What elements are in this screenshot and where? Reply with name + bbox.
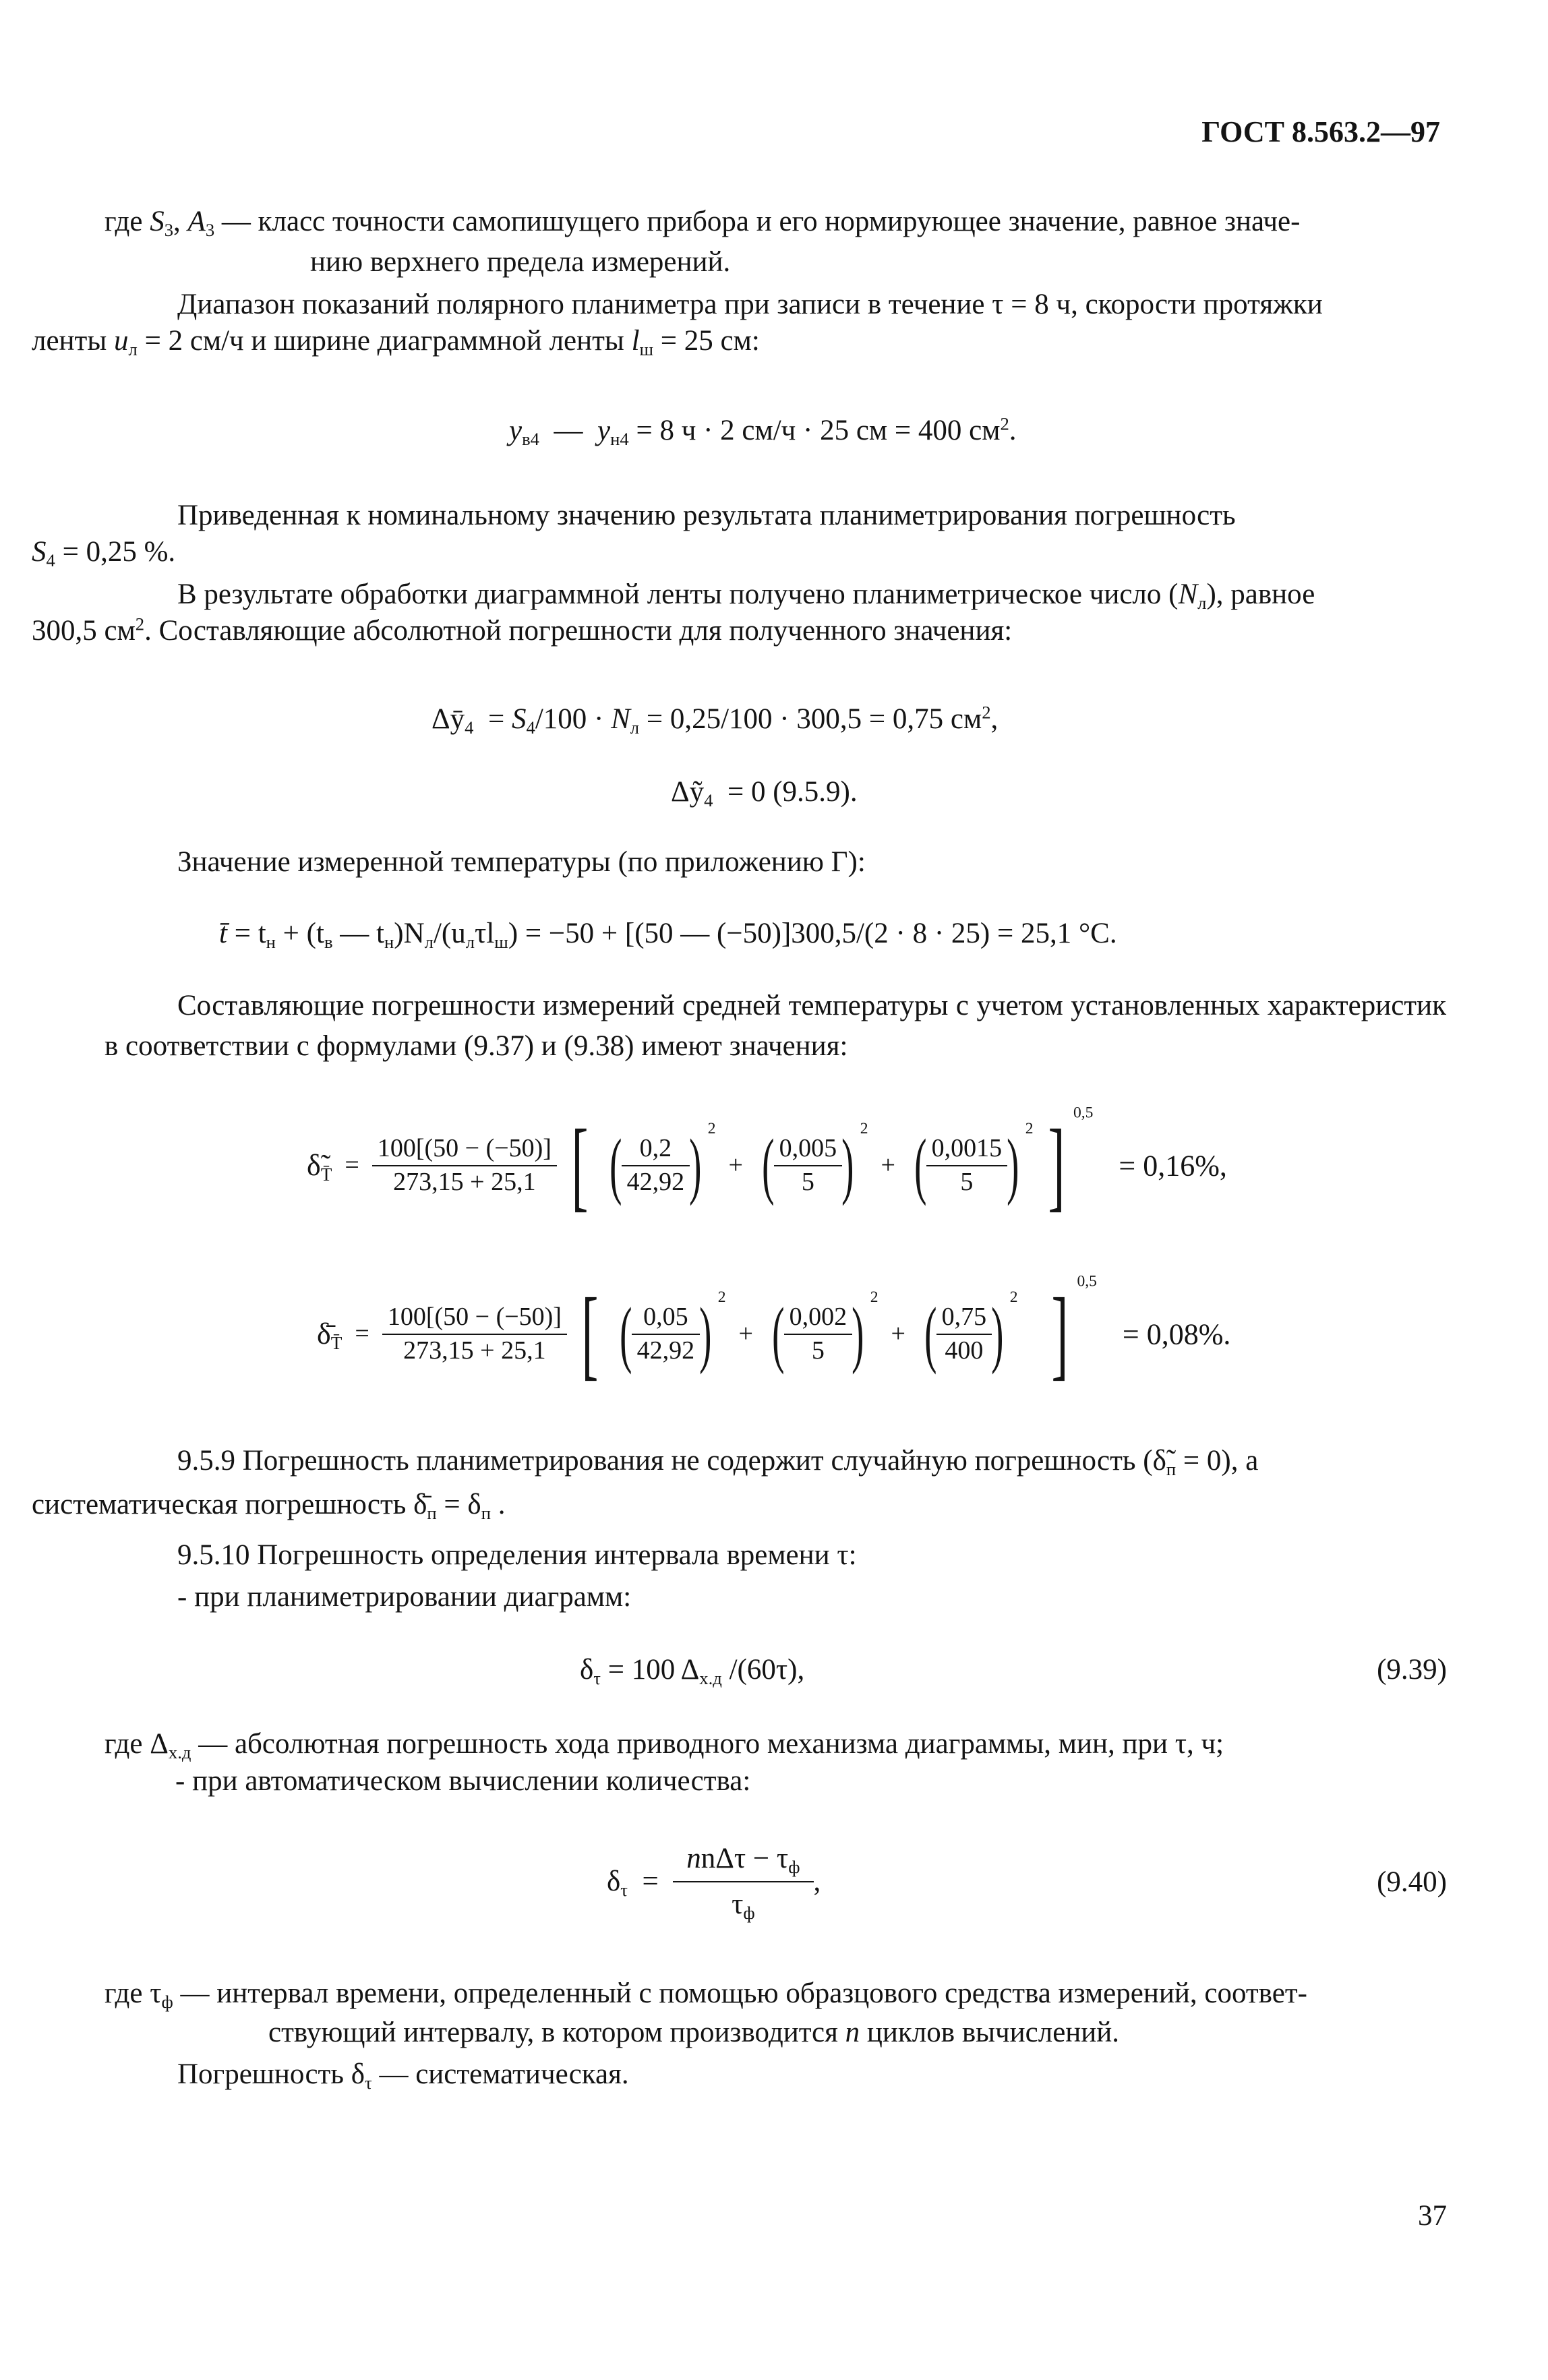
equation-abs-error-2: Δỹ$_4$ = 0 (9.5.9). bbox=[671, 776, 858, 810]
equation-abs-error-1: $\Delta ȳ_4 = S_4/100 \cdot N_л = 0,25/100 \cdot 300,5 = 0,75$ $см^2$, bbox=[431, 702, 999, 738]
paragraph-where-cont: нию верхнего предела измерений. bbox=[310, 246, 731, 278]
paragraph-systematic: Погрешность $\delta_\tau$ — систематическая. bbox=[177, 2058, 629, 2093]
paragraph-where-tau: где $\tau_ф$ — интервал времени, определенный с помощью образцового средства измерений, соответ- bbox=[105, 1977, 1307, 2012]
equation-9-40: $\delta_\tau$ = $\frac{nn\Delta\tau - \tau_ф}{\tau_ф}$ , bbox=[607, 1841, 821, 1923]
paragraph-9-5-10: 9.5.10 Погрешность определения интервала времени τ: bbox=[177, 1539, 857, 1571]
equation-9-39: $\delta_\tau = 100$ $\Delta_{х.д}$ /(60τ), bbox=[580, 1654, 805, 1688]
paragraph-reduced-error: Приведенная к номинальному значению результата планиметрирования погрешность $S_4 = 0,25$ %. bbox=[32, 500, 1236, 570]
equation-number-9-40: (9.40) bbox=[1377, 1866, 1447, 1898]
paragraph-temperature: Значение измеренной температуры (по приложению Г): bbox=[177, 846, 866, 878]
equation-range: $y_{в4}$ — $y_{н4} = 8$ ч · 2 см/ч · 25 см = 400 $см^2$. bbox=[509, 413, 1017, 449]
paragraph-where-s3-a3: где $S_3$, $A_3$ — класс точности самопишущего прибора и его нормирующее значение, равное значе- bbox=[105, 206, 1301, 240]
paragraph-planimetry-diagrams: - при планиметрировании диаграмм: bbox=[177, 1581, 632, 1613]
paragraph-range: Диапазон показаний полярного планиметра при записи в течение τ = 8 ч, скорости протяжки ленты $u_л = 2$ см/ч и ширине диаграммной ленты $l_ш = 25$ см: bbox=[32, 289, 1323, 359]
paragraph-where-tau-cont: ствующий интервалу, в котором производится n циклов вычислений. bbox=[268, 2017, 1120, 2048]
paragraph-auto-calc: - при автоматическом вычислении количества: bbox=[175, 1765, 751, 1797]
equation-temperature: t̄ = $t_н + (t_в$ — $t_н)N_л/(u_л\tau l_ш) = -50 + [(50$ — (−50)]300,5/(2 · 8 · 25) = 25,1 °C. bbox=[219, 918, 1117, 952]
paragraph-planimetric-number: В результате обработки диаграммной ленты получено планиметрическое число $(N_л)$, равное 300,5 $см^2$. Составляющие абсолютной погрешности для полученного значения: bbox=[32, 578, 1315, 647]
standard-header: ГОСТ 8.563.2—97 bbox=[1201, 115, 1440, 148]
paragraph-where-delta: где $\Delta_{х.д}$ — абсолютная погрешность хода приводного механизма диаграммы, мин, при τ, ч; bbox=[105, 1728, 1224, 1762]
paragraph-9-5-9: 9.5.9 Погрешность планиметрирования не содержит случайную погрешность $(\deltã_п = 0)$, а систематическая погрешность $\deltā_п = \delta_п$ . bbox=[32, 1445, 1259, 1523]
equation-number-9-39: (9.39) bbox=[1377, 1654, 1447, 1686]
page-number: 37 bbox=[1418, 2200, 1447, 2232]
equation-systematic-error: $\deltā_{T̄}$ = $\frac{100[(50 - (-50)]}{273,15 + 25,1}$ [ ( $\frac{0,05}{42,92}$ ) $^2$ + ( $\frac{0,002}{5}$ ) $^2$ + ( $\frac{0,75}{400}$ ) $^2$ ] $^{0,5}$ = 0,08%. bbox=[317, 1272, 1231, 1390]
paragraph-components: Составляющие погрешности измерений средней температуры с учетом установленных характеристик в соответствии с формулами (9.37) и (9.38) имеют значения: bbox=[105, 990, 1446, 1063]
equation-random-error: $\deltã_{T̄}$ = $\frac{100[(50 - (-50)]}{273,15 + 25,1}$ [ ( $\frac{0,2}{42,92}$ ) $^2$ + ( $\frac{0,005}{5}$ ) $^2$ + ( $\frac{0,0015}{5}$ ) $^2$ ] $^{0,5}$ = 0,16%, bbox=[307, 1104, 1227, 1221]
